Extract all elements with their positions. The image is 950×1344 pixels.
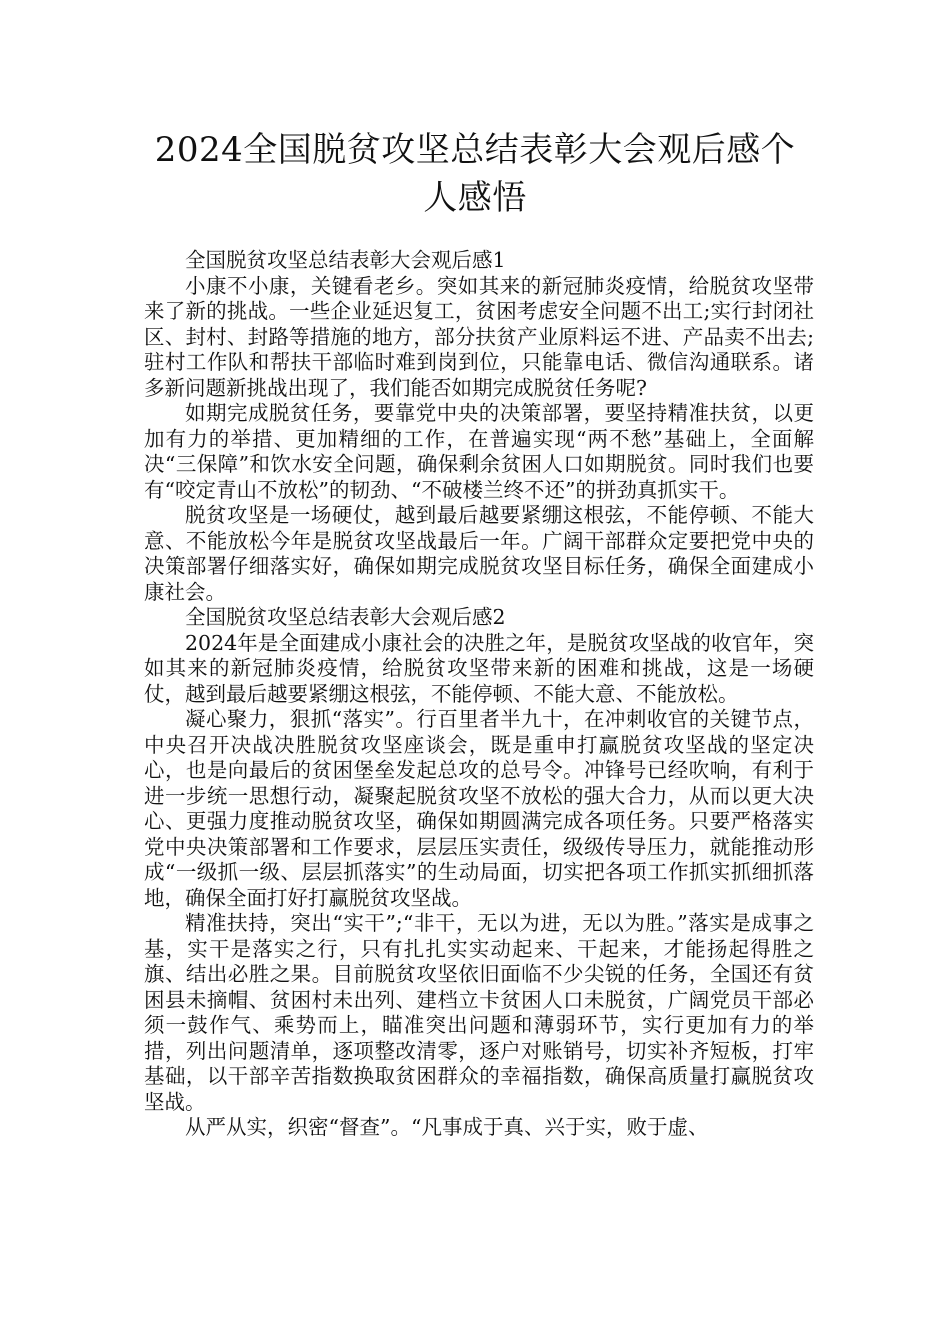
section-heading-1: 全国脱贫攻坚总结表彰大会观后感1 [185, 248, 506, 272]
body-paragraph: 小康不小康，关键看老乡。突如其来的新冠肺炎疫情，给脱贫攻坚带来了新的挑战。一些企业延迟复工，贫困考虑安全问题不出工;实行封闭社区、封村、封路等措施的地方，部分扶贫产业原料运不进、产品卖不出去;驻村工作队和帮扶干部临时难到岗到位，只能靠电话、微信沟通联系。诸多新问题新挑战出现了，我们能否如期完成脱贫任务呢? [144, 273, 814, 400]
body-paragraph: 凝心聚力，狠抓“落实”。行百里者半九十，在冲刺收官的关键节点，中央召开决战决胜脱贫攻坚座谈会，既是重申打赢脱贫攻坚战的坚定决心，也是向最后的贫困堡垒发起总攻的总号令。冲锋号已经吹响，有利于进一步统一思想行动，凝聚起脱贫攻坚不放松的强大合力，从而以更大决心、更强力度推动脱贫攻坚，确保如期圆满完成各项任务。只要严格落实党中央决策部署和工作要求，层层压实责任，级级传导压力，就能推动形成“一级抓一级、层层抓落实”的生动局面，切实把各项工作抓实抓细抓落地，确保全面打好打赢脱贫攻坚战。 [144, 707, 814, 910]
section-heading-2: 全国脱贫攻坚总结表彰大会观后感2 [185, 605, 506, 629]
document-title: 2024全国脱贫攻坚总结表彰大会观后感个人感悟 [154, 130, 796, 218]
body-paragraph: 如期完成脱贫任务，要靠党中央的决策部署，要坚持精准扶贫，以更加有力的举措、更加精细的工作，在普遍实现“两不愁”基础上，全面解决“三保障”和饮水安全问题，确保剩余贫困人口如期脱贫。同时我们也要有“咬定青山不放松”的韧劲、“不破楼兰终不还”的拼劲真抓实干。 [144, 401, 814, 502]
body-paragraph-truncated: 从严从实，织密“督查”。“凡事成于真、兴于实，败于虚、 [185, 1115, 709, 1139]
document-body [144, 248, 814, 1141]
body-paragraph: 脱贫攻坚是一场硬仗，越到最后越要紧绷这根弦，不能停顿、不能大意、不能放松今年是脱贫攻坚战最后一年。广阔干部群众定要把党中央的决策部署仔细落实好，确保如期完成脱贫攻坚目标任务，确保全面建成小康社会。 [144, 503, 814, 604]
body-paragraph: 2024年是全面建成小康社会的决胜之年，是脱贫攻坚战的收官年，突如其来的新冠肺炎疫情，给脱贫攻坚带来新的困难和挑战，这是一场硬仗，越到最后越要紧绷这根弦，不能停顿、不能大意、不能放松。 [144, 630, 814, 706]
body-paragraph: 精准扶持，突出“实干”;“非干，无以为进，无以为胜。”落实是成事之基，实干是落实之行，只有扎扎实实动起来、干起来，才能扬起得胜之旗、结出必胜之果。目前脱贫攻坚依旧面临不少尖锐的任务，全国还有贫困县未摘帽、贫困村未出列、建档立卡贫困人口未脱贫，广阔党员干部必须一鼓作气、乘势而上，瞄准突出问题和薄弱环节，实行更加有力的举措，列出问题清单，逐项整改清零，逐户对账销号，切实补齐短板，打牢基础，以干部辛苦指数换取贫困群众的幸福指数，确保高质量打赢脱贫攻坚战。 [144, 911, 814, 1114]
